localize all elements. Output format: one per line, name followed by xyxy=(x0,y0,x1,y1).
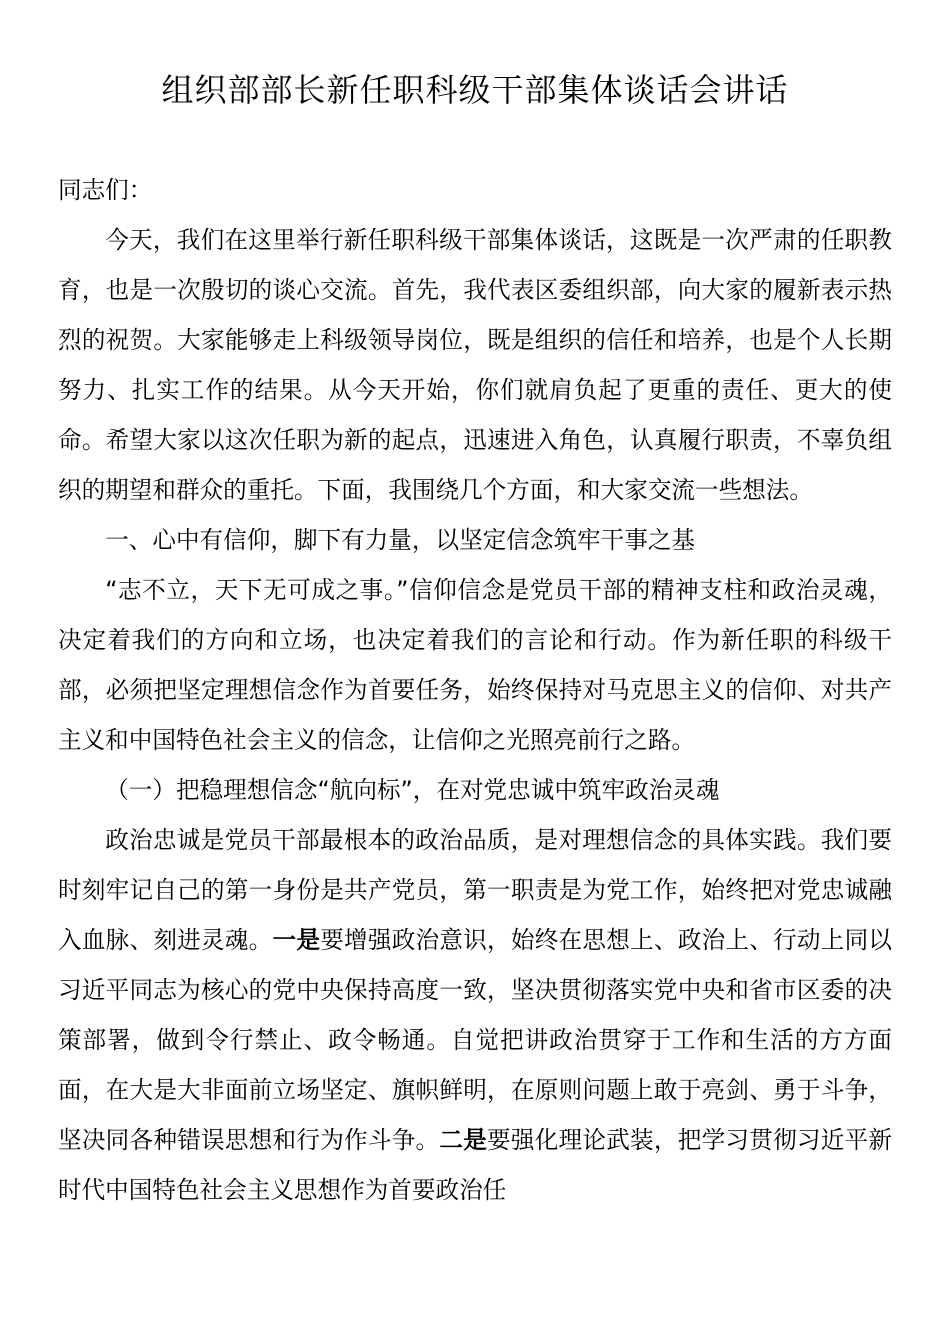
intro-paragraph: 今天，我们在这里举行新任职科级干部集体谈话，这既是一次严肃的任职教育，也是一次殷切的谈心交流。首先，我代表区委组织部，向大家的履新表示热烈的祝贺。大家能够走上科级领导岗位，既是组织的信任和培养，也是个人长期努力、扎实工作的结果。从今天开始，你们就肩负起了更重的责任、更大的使命。希望大家以这次任职为新的起点，迅速进入角色，认真履行职责，不辜负组织的期望和群众的重托。下面，我围绕几个方面，和大家交流一些想法。 xyxy=(58,226,892,504)
subsection-1-heading: （一）把稳理想信念“航向标”，在对党忠诚中筑牢政治灵魂 xyxy=(105,776,720,804)
salutation: 同志们： xyxy=(58,176,153,204)
point-1-label: 一是 xyxy=(272,926,321,954)
point-1-text: 要增强政治意识，始终在思想上、政治上、行动上同以习近平同志为核心的党中央保持高度一致，坚决贯彻落实党中央和省市区委的决策部署，做到令行禁止、政令畅通。自觉把讲政治贯穿于工作和生活的方方面面，在大是大非面前立场坚定、旗帜鲜明，在原则问题上敢于亮剑、勇于斗争，坚决同各种错误思想和行为作斗争。 xyxy=(58,926,893,1154)
document-title: 组织部部长新任职科级干部集体谈话会讲话 xyxy=(161,71,789,109)
subsection-1-paragraph xyxy=(58,815,892,1215)
subsection-1-lead: 政治忠诚是党员干部最根本的政治品质，是对理想信念的具体实践。我们要时刻牢记自己的第一身份是共产党员，第一职责是为党工作，始终把对党忠诚融入血脉、刻进灵魂。 xyxy=(58,826,892,954)
point-2-text: 要强化理论武装，把学习贯彻习近平新时代中国特色社会主义思想作为首要政治任 xyxy=(58,1126,893,1204)
point-2-label: 二是 xyxy=(439,1126,488,1154)
document-body xyxy=(58,165,892,1215)
section-1-heading: 一、心中有信仰，脚下有力量，以坚定信念筑牢干事之基 xyxy=(105,526,696,554)
section-1-paragraph: “志不立，天下无可成之事。”信仰信念是党员干部的精神支柱和政治灵魂，决定着我们的方向和立场，也决定着我们的言论和行动。作为新任职的科级干部，必须把坚定理想信念作为首要任务，始终保持对马克思主义的信仰、对共产主义和中国特色社会主义的信念，让信仰之光照亮前行之路。 xyxy=(58,576,892,754)
